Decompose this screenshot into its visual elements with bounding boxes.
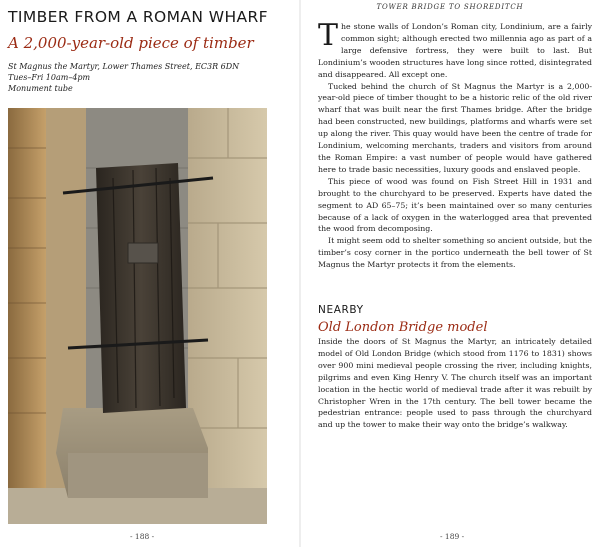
opening-hours: Tues–Fri 10am–4pm — [8, 73, 91, 82]
nearby-paragraph: Inside the doors of St Magnus the Martyr, an intricately detailed model of Old London Bridge (which stood from 1176 to 1831) shows over 900 mini medieval people crossing the river, including knights, pilgrims and even King Henry V. The church itself was an important location in the hectic world of medieval trade after it was rebuilt by Christopher Wren in the 17th century. The bell tower became the pedestrian entrance: people used to pass through the churchyard and up the tower to make their way onto the bridge’s walkway. — [318, 337, 592, 430]
nearest-station: Monument tube — [8, 84, 73, 93]
main-article — [318, 18, 592, 271]
timber-photo — [8, 108, 267, 524]
right-page — [300, 0, 600, 547]
nearby-text — [318, 336, 592, 431]
address-line: St Magnus the Martyr, Lower Thames Street, EC3R 6DN — [8, 62, 240, 71]
visitor-info — [8, 61, 239, 94]
article-paragraph: This piece of wood was found on Fish Street Hill in 1931 and brought to the churchyard to be preserved. Experts have dated the segment to AD 65–75; it’s been maintained over so many centuries because of a lack of oxygen in the waterlogged area that prevented the wood from decomposing. — [318, 176, 592, 234]
page-number-right: - 189 - — [440, 532, 465, 541]
article-paragraph: Tucked behind the church of St Magnus the Martyr is a 2,000-year-old piece of timber thought to be a historic relic of the old river wharf that was built near the first Thames bridge. After the bridge had been constructed, new buildings, platforms and wharfs were set up along the river. This quay would have been the centre of trade for Londinium, welcoming merchants, traders and visitors from around the Roman Empire: a vast number of people would have gathered here to trade basic necessities, luxury goods and enslaved people. — [318, 81, 592, 174]
running-head: TOWER BRIDGE TO SHOREDITCH — [376, 3, 524, 11]
drop-cap: T — [318, 18, 339, 53]
page-subtitle: A 2,000-year-old piece of timber — [8, 34, 254, 52]
nearby-heading: NEARBY — [318, 304, 364, 316]
nearby-subtitle: Old London Bridge model — [318, 320, 488, 335]
page-number-left: - 188 - — [130, 532, 155, 541]
article-paragraph: The stone walls of London’s Roman city, Londinium, are a fairly common sight; although erected two millennia ago as part of a large defensive fortress, they were built to last. But Londinium’s wooden structures have long since rotted, disintegrated and disappeared. All except one. — [318, 18, 592, 79]
page-title: TIMBER FROM A ROMAN WHARF — [8, 8, 268, 26]
article-paragraph: It might seem odd to shelter something so ancient outside, but the timber’s cosy corner in the portico underneath the bell tower of St Magnus the Martyr protects it from the elements. — [318, 236, 592, 270]
